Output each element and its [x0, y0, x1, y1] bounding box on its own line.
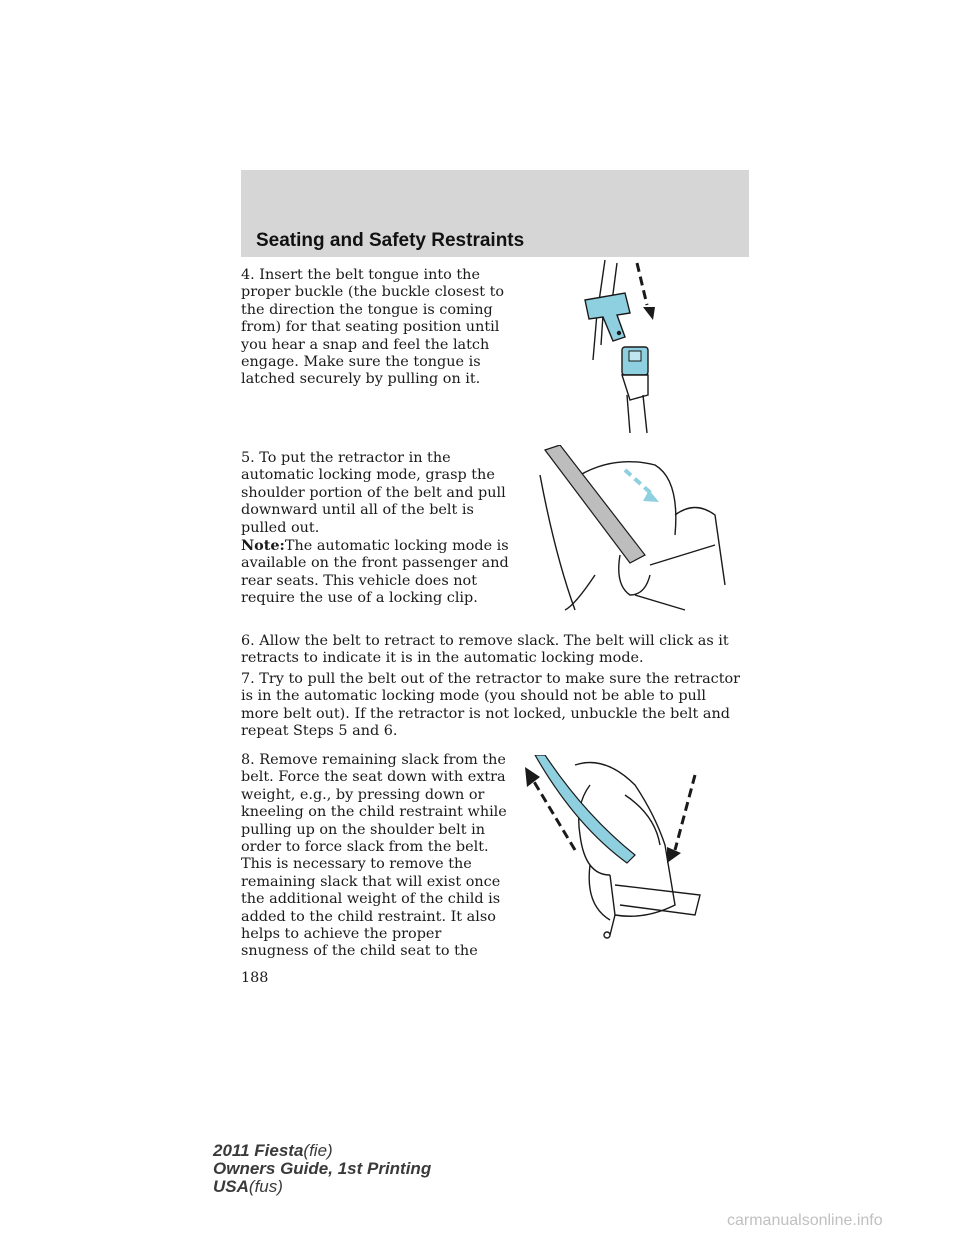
child-seat-illustration — [515, 755, 715, 940]
page-number: 188 — [241, 970, 269, 986]
section-header — [241, 170, 749, 257]
footer-line-1: 2011 Fiesta(fie) — [213, 1141, 333, 1160]
footer — [213, 1142, 431, 1196]
note-text: The automatic locking mode is available on the front passenger and rear seats. This vehicle does not require the use of a locking clip. — [241, 538, 509, 607]
note-paragraph — [241, 537, 511, 608]
section-title: Seating and Safety Restraints — [256, 230, 525, 251]
step-4-text: 4. Insert the belt tongue into the proper buckle (the buckle closest to the direction the tongue is coming from) for that seating position until you hear a snap and feel the latch engage. Make sure the tongue is latched securely by pulling on it. — [241, 267, 505, 388]
step-7-text: 7. Try to pull the belt out of the retractor to make sure the retractor is in the automatic locking mode (you should not be able to pull more belt out). If the retractor is not locked, unbuckle the belt and repeat Steps 5 and 6. — [241, 671, 741, 740]
footer-line-2: Owners Guide, 1st Printing — [213, 1159, 432, 1178]
note-label: Note: — [241, 537, 285, 554]
step-6-text: 6. Allow the belt to retract to remove slack. The belt will click as it retracts to indicate it is in the automatic locking mode. — [241, 633, 729, 667]
step-5-text: 5. To put the retractor in the automatic locking mode, grasp the shoulder portion of the belt and pull downward until all of the belt is pulled out. — [241, 450, 506, 536]
retractor-illustration — [535, 445, 735, 615]
step-8-text: 8. Remove remaining slack from the belt. Force the seat down with extra weight, e.g., by pressing down or kneeling on the child restraint while pulling up on the shoulder belt in order to force slack from the belt. This is necessary to remove the remaining slack that will exist once the additional weight of the child is added to the child restraint. It also helps to achieve the proper snugness of the child seat to the — [241, 752, 507, 960]
footer-line-3: USA(fus) — [213, 1177, 283, 1196]
buckle-illustration — [575, 255, 685, 435]
watermark: carmanualsonline.info — [727, 1212, 883, 1229]
